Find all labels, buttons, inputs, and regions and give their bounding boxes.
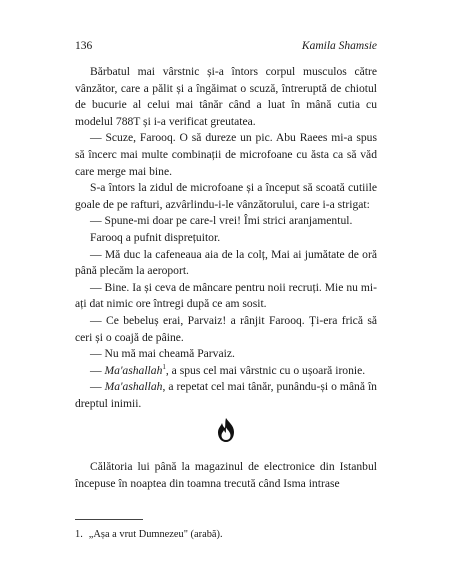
paragraph: Călătoria lui până la magazinul de electronice din Istanbul începuse în noaptea din toamna trecută când Isma intrase — [75, 460, 377, 490]
dialogue-dash: — — [90, 363, 105, 377]
paragraph: — Scuze, Farooq. O să dureze un pic. Abu Raees mi-a spus să încerc mai multe combinații de microfoane cu ăsta ca să văd care merge mai bine. — [75, 131, 377, 178]
dialogue-dash: — — [90, 380, 105, 394]
page-number: 136 — [75, 40, 93, 52]
paragraph: — Bine. Ia și ceva de mâncare pentru noii recruți. Mie nu mi-ați dat nimic ore întregi după ce am sosit. — [75, 280, 377, 311]
footnote-number: 1. — [75, 529, 83, 540]
footnote — [75, 528, 223, 542]
paragraph: Farooq a pufnit disprețuitor. — [90, 230, 221, 244]
paragraph: — Nu mă mai cheamă Parvaiz. — [90, 347, 235, 361]
paragraph-rest: , a spus cel mai vârstnic cu o ușoară ironie. — [165, 363, 366, 377]
running-header — [75, 40, 377, 56]
paragraph: — Mă duc la cafeneaua aia de la colț, Mai ai jumătate de oră până plecăm la aeroport. — [75, 247, 377, 278]
running-title: Kamila Shamsie — [301, 40, 377, 52]
footnote-text: „Așa a vrut Dumnezeu" (arabă). — [88, 529, 223, 540]
paragraph: S-a întors la zidul de microfoane și a început să scoată cutiile goale de pe rafturi, azvârlindu-i-le vânzătorului, care i-a strigat: — [75, 181, 377, 211]
flame-ornament-icon — [214, 417, 238, 443]
paragraph-mashallah-1 — [75, 363, 377, 380]
footnote-reference[interactable]: 1 — [162, 362, 166, 371]
paragraph: Bărbatul mai vârstnic și-a întors corpul musculos către vânzător, care a pălit și a îngăimat o scuză, întreruptă de chiotul de bucurie al celui mai tânăr când a luat în mână cutia cu modelul 788T și i-a verificat greutatea. — [75, 65, 377, 128]
paragraph-rest: , a repetat cel mai tânăr, punându-și o mână în dreptul inimii. — [75, 380, 377, 410]
paragraph-mashallah-2 — [75, 379, 377, 412]
body-text-top — [75, 64, 377, 412]
paragraph: — Spune-mi doar pe care-l vrei! Îmi strici aranjamentul. — [90, 214, 353, 228]
footnote-divider — [75, 519, 143, 520]
italic-word: Ma'ashallah — [104, 380, 163, 394]
paragraph: — Ce bebeluș erai, Parvaiz! a rânjit Farooq. Ți-era frică să ceri și o coajă de pâine. — [75, 313, 377, 344]
italic-word: Ma'ashallah — [104, 363, 163, 377]
body-text-bottom — [75, 459, 377, 492]
